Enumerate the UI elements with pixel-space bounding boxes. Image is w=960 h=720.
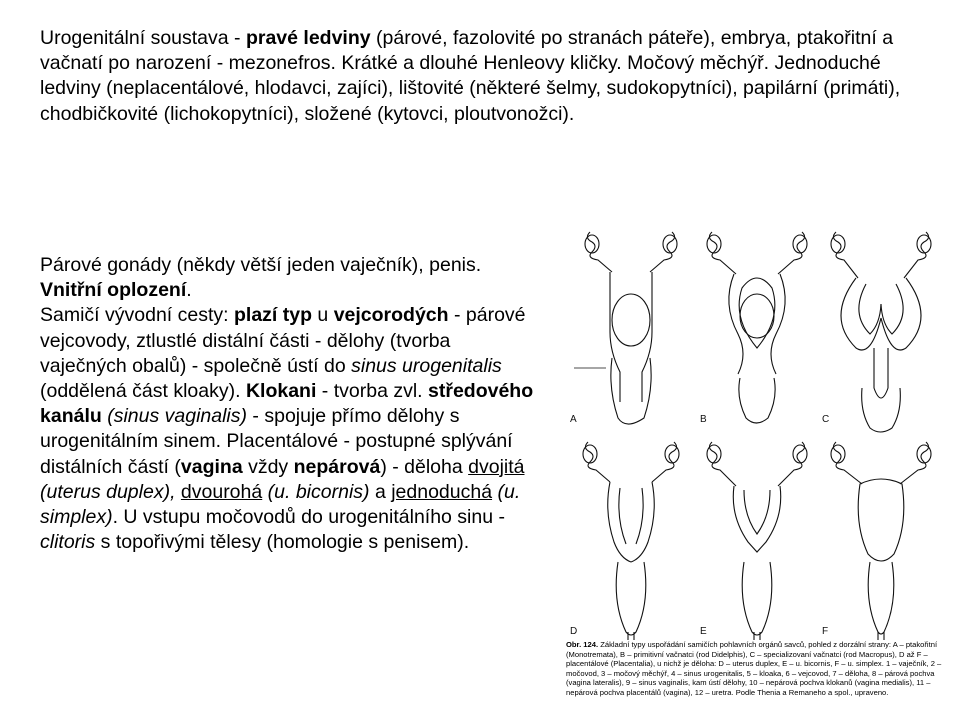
term-sinus-vaginalis: (sinus vaginalis) bbox=[107, 405, 248, 428]
panel-label-e: E bbox=[700, 626, 707, 637]
panel-c-diagram bbox=[831, 232, 931, 432]
panel-a-diagram bbox=[574, 232, 677, 424]
panel-label-f: F bbox=[822, 626, 829, 637]
text-span: u bbox=[312, 304, 334, 327]
term-simple: jednoduchá bbox=[391, 480, 493, 503]
text-span: . bbox=[186, 279, 192, 302]
text-span: ) - děloha bbox=[380, 455, 469, 478]
emphasis-reptile-type: plazí typ bbox=[233, 304, 312, 327]
text-span: - párové vejcovody, ztlustlé distální části - dělohy (tvorba vaječných obalů) - společně ústí do bbox=[40, 304, 526, 377]
emphasis-kangaroos: Klokani bbox=[245, 380, 317, 403]
term-sinus-urogenitalis: sinus urogenitalis bbox=[351, 354, 502, 377]
text-span: . U vstupu močovodů do urogenitálního sinu - bbox=[112, 506, 505, 529]
text-span: vždy bbox=[242, 455, 294, 478]
text-span: Urogenitální soustava - bbox=[40, 27, 246, 49]
emphasis-unpaired: nepárová bbox=[293, 455, 381, 478]
panel-label-c: C bbox=[822, 414, 830, 425]
emphasis-oviparous: vejcorodých bbox=[333, 304, 449, 327]
term-clitoris: clitoris bbox=[40, 531, 96, 554]
text-span: a bbox=[369, 480, 392, 503]
caption-text: Základní typy uspořádání samičích pohlavních orgánů savců, pohled z dorzální strany: A – ptakořitní (Monotremata), B – primitivní vačnatci (rod Didelphis), C – specializovaní vačnatci (rod Macropus), D až F – placentálové (Placentalia), u nichž je děloha: D – uterus duplex, E – u. bicornis, F – u. simplex. 1 – vaječník, 2 – močovod, 3 – močový měchýř, 4 – sinus urogenitalis, 5 – kloaka, 6 – vejcovod, 7 – děloha, 8 – párová pochva (vagina lateralis), 9 – sinus vaginalis, kam ústí dělohy, 10 – nepárová pochva klokanů (vagina medialis), 11 – nepárová pochva placentálů (vagina), 12 – uretra. Podle Thenia a Remaneho a spol., upraveno. bbox=[566, 640, 942, 697]
term-bicornuate: dvourohá bbox=[180, 480, 263, 503]
text-span: - spojuje přímo dělohy s urogenitálním sinem. Placentálové - postupné splývání distálních částí ( bbox=[40, 405, 513, 478]
panel-d-diagram bbox=[583, 442, 679, 640]
panel-e-diagram bbox=[707, 442, 807, 640]
term-uterus-duplex: (uterus duplex), bbox=[40, 480, 176, 503]
emphasis-internal-fertilization: Vnitřní oplození bbox=[40, 279, 187, 302]
anatomy-illustration bbox=[560, 210, 950, 640]
text-span: Samičí vývodní cesty: bbox=[40, 304, 234, 327]
uterus-types-figure bbox=[560, 210, 950, 720]
caption-figure-number: Obr. 124. bbox=[566, 640, 599, 649]
text-span: Párové gonády (někdy větší jeden vaječník), penis. bbox=[40, 254, 482, 276]
term-u-simplex: (u. simplex) bbox=[40, 480, 521, 529]
emphasis-vagina: vagina bbox=[180, 455, 243, 478]
text-span: - tvorba zvl. bbox=[316, 380, 429, 403]
panel-label-d: D bbox=[570, 626, 578, 637]
figure-caption bbox=[566, 640, 942, 698]
reproductive-system-paragraph bbox=[40, 253, 540, 555]
panel-label-a: A bbox=[570, 414, 577, 425]
term-double: dvojitá bbox=[468, 455, 525, 478]
emphasis-true-kidneys: pravé ledviny bbox=[245, 27, 371, 49]
text-span: (oddělená část kloaky). bbox=[40, 380, 246, 403]
text-span: (párové, fazolovité po stranách páteře), embrya, ptakořitní a vačnatí po narození - mezonefros. Krátké a dlouhé Henleovy kličky. Močový měchýř. Jednoduché ledviny (neplacentálové, hlodavci, zajíci), lištovité (některé šelmy, sudokopytníci), papilární (primáti), chodbičkovité (lichokopytníci), složené (kytovci, ploutvonožci). bbox=[40, 27, 901, 125]
emphasis-median-canal: středového kanálu bbox=[40, 380, 534, 428]
panel-b-diagram bbox=[707, 232, 807, 423]
panel-f-diagram bbox=[831, 442, 931, 640]
panel-label-b: B bbox=[700, 414, 707, 425]
term-u-bicornis: (u. bicornis) bbox=[267, 480, 370, 503]
urinary-system-paragraph bbox=[40, 26, 940, 127]
text-span: s topořivými tělesy (homologie s penisem). bbox=[95, 531, 470, 554]
